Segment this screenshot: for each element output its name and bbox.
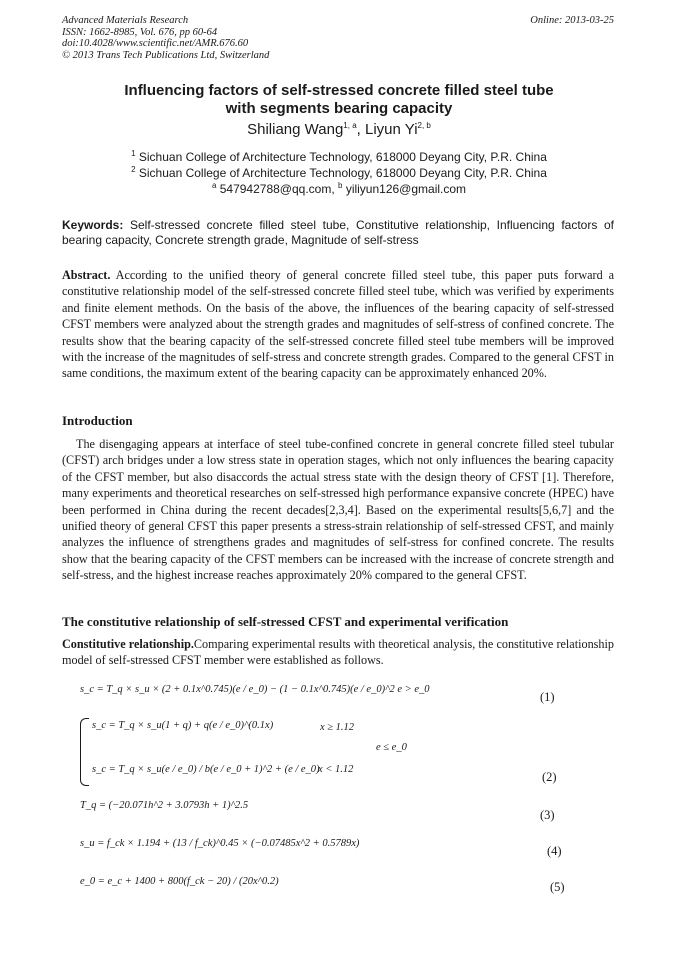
affiliation-1-text: Sichuan College of Architecture Technology, 618000 Deyang City, P.R. China [138, 150, 547, 164]
author-1-sup: 1, a [343, 121, 357, 130]
email-b: yiliyun126@gmail.com [345, 182, 467, 196]
equation-2a: s_c = T_q × s_u(1 + q) + q(e / e_0)^(0.1x) [92, 720, 274, 731]
issn-line: ISSN: 1662-8985, Vol. 676, pp 60-64 [62, 26, 218, 38]
abstract-text: According to the unified theory of general concrete filled steel tube, this paper puts forward a constitutive relationship model of the self-stressed concrete filled steel tube, which was verified by experiments and finite element methods. On the basis of the above, the influences of the bearing capacity of self-stressed CFST members were analyzed about the strength grades and magnitudes of self-stress of confined concrete. The results show that the bearing capacity of the self-stressed concrete filled steel tube members will be improved with the increase of the magnitudes of self-stress and concrete strength grades. Compared to the general CFST in same conditions, the maximum extent of the bearing capacity can be approximately enhanced 20%. [62, 268, 614, 381]
intro-text: The disengaging appears at interface of steel tube-confined concrete in general concrete filled steel tubular (CFST) arch bridges under a low stress state in operation stages, which not only influences the bearing capacity of the CFST member, but also disaccords the actual stress state with the design theory of CFST [1]. Therefore, many experiments and theoretical researches on self-stressed high performance expansive concrete (HPEC) have been performed in China during the recent decades[2,3,4]. Based on the experimental results[5,6,7] and the unified theory of general CFST this paper presents a stress-strain relationship of self-stressed CFST, and mainly analyzes the influence of strengthens grades and magnitudes of self-stress for confined concrete. The results show that the bearing capacity of the CFST members can be increased with the increase of concrete strength and self-stress, and the highest increase reaches approximately 20% compared to the general CFST. [62, 437, 614, 583]
affiliation-1-sup: 1 [131, 149, 136, 158]
keywords [62, 218, 614, 248]
doi-line: doi:10.4028/www.scientific.net/AMR.676.60 [62, 38, 249, 49]
journal-name: Advanced Materials Research [62, 15, 189, 26]
affiliation-2 [62, 166, 616, 180]
subsection-label: Constitutive relationship. [62, 637, 194, 651]
equation-2-brace [80, 718, 89, 786]
equation-2b-condition: x < 1.12 [318, 764, 354, 775]
subsection-text: Comparing experimental results with theoretical analysis, the constitutive relationship model of self-stressed CFST member were established as follows. [62, 637, 614, 668]
equation-2b: s_c = T_q × s_u(e / e_0) / b(e / e_0 + 1)^2 + (e / e_0) [92, 764, 320, 775]
equation-4-number: (4) [547, 844, 562, 858]
equation-5: e_0 = e_c + 1400 + 800(f_ck − 20) / (20x^0.2) [80, 876, 279, 887]
equation-2-number: (2) [542, 770, 557, 784]
equation-2a-condition: x ≥ 1.12 [320, 722, 355, 733]
authors [62, 121, 616, 138]
email-b-sup: b [338, 181, 343, 190]
section2-para [62, 636, 614, 669]
author-2: Liyun Yi [364, 121, 418, 138]
email-a-sup: a [211, 181, 217, 190]
paper-title [62, 82, 616, 118]
emails [62, 182, 616, 196]
equation-1: s_c = T_q × s_u × (2 + 0.1x^0.745)(e / e_0) − (1 − 0.1x^0.745)(e / e_0)^2 e > e_0 [80, 684, 430, 695]
title-line-1: Influencing factors of self-stressed concrete filled steel tube [124, 82, 554, 99]
abstract [62, 267, 614, 382]
keywords-label: Keywords: [62, 218, 124, 232]
email-a: 547942788@qq.com, [219, 182, 335, 196]
affiliation-2-sup: 2 [131, 165, 136, 174]
author-separator: , [356, 121, 365, 138]
equation-2-domain: e ≤ e_0 [376, 742, 407, 753]
author-1: Shiliang Wang [247, 121, 344, 138]
author-2-sup: 2, b [417, 121, 431, 130]
intro-heading: Introduction [62, 413, 133, 428]
equation-5-number: (5) [550, 880, 565, 894]
keywords-text: Self-stressed concrete filled steel tube, Constitutive relationship, Influencing factors of bearing capacity, Concrete strength grade, Magnitude of self-stress [62, 218, 614, 247]
title-line-2: with segments bearing capacity [225, 100, 453, 117]
equation-3-number: (3) [540, 808, 555, 822]
abstract-label: Abstract. [62, 268, 111, 282]
affiliation-1 [62, 150, 616, 164]
running-header [62, 15, 614, 61]
copyright-line: © 2013 Trans Tech Publications Ltd, Switzerland [62, 49, 270, 61]
section2-heading: The constitutive relationship of self-stressed CFST and experimental verification [62, 614, 509, 629]
equation-1-number: (1) [540, 690, 555, 704]
equation-3: T_q = (−20.071h^2 + 3.0793h + 1)^2.5 [80, 800, 249, 811]
affiliation-2-text: Sichuan College of Architecture Technology, 618000 Deyang City, P.R. China [138, 166, 547, 180]
equation-4: s_u = f_ck × 1.194 + (13 / f_ck)^0.45 × (−0.07485x^2 + 0.5789x) [80, 838, 360, 849]
online-date: Online: 2013-03-25 [530, 15, 614, 26]
